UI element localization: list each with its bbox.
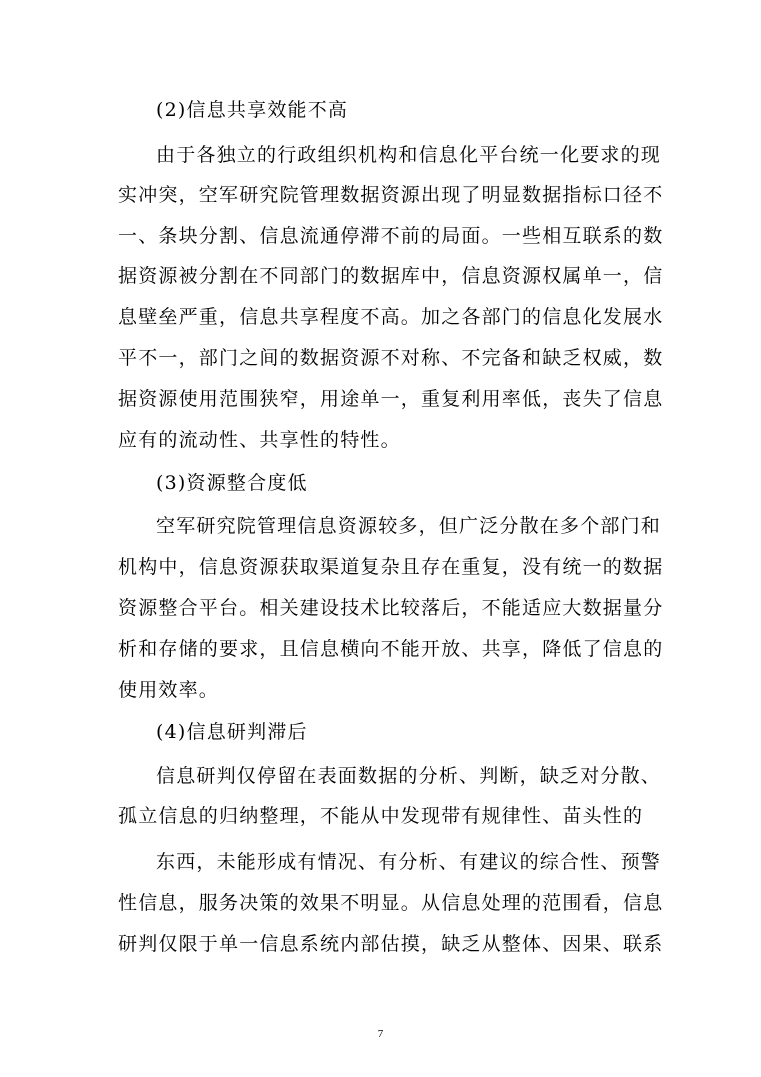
paragraph-line: 性信息，服务决策的效果不明显。从信息处理的范围看，信息 bbox=[118, 892, 664, 914]
paragraph-line: 孤立信息的归纳整理，不能从中发现带有规律性、苗头性的 bbox=[118, 805, 644, 827]
paragraph-line: 息壁垒严重，信息共享程度不高。加之各部门的信息化发展水 bbox=[118, 306, 664, 328]
page-number: 7 bbox=[377, 1028, 384, 1040]
paragraph-line: 研判仅限于单一信息系统内部估摸，缺乏从整体、因果、联系 bbox=[118, 933, 664, 955]
paragraph-line: 信息研判仅停留在表面数据的分析、判断，缺乏对分散、 bbox=[156, 765, 662, 787]
section-heading-3: (3)资源整合度低 bbox=[156, 472, 308, 494]
paragraph-line: 据资源使用范围狭窄，用途单一，重复利用率低，丧失了信息 bbox=[118, 388, 664, 410]
paragraph-line: 据资源被分割在不同部门的数据库中，信息资源权属单一，信 bbox=[118, 265, 664, 287]
paragraph-line: 析和存储的要求，且信息横向不能开放、共享，降低了信息的 bbox=[118, 638, 664, 660]
paragraph-line: 实冲突，空军研究院管理数据资源出现了明显数据指标口径不 bbox=[118, 184, 664, 206]
paragraph-line: 使用效率。 bbox=[118, 679, 220, 701]
paragraph-line: 平不一，部门之间的数据资源不对称、不完备和缺乏权威，数 bbox=[118, 347, 664, 369]
section-heading-4: (4)信息研判滞后 bbox=[156, 721, 308, 743]
paragraph-line: 由于各独立的行政组织机构和信息化平台统一化要求的现 bbox=[156, 144, 662, 166]
paragraph-line: 机构中，信息资源获取渠道复杂且存在重复，没有统一的数据 bbox=[118, 556, 664, 578]
paragraph-line: 空军研究院管理信息资源较多，但广泛分散在多个部门和 bbox=[156, 515, 662, 537]
paragraph-line: 应有的流动性、共享性的特性。 bbox=[118, 429, 401, 451]
paragraph-line: 东西，未能形成有情况、有分析、有建议的综合性、预警 bbox=[156, 851, 662, 873]
section-heading-2: (2)信息共享效能不高 bbox=[156, 99, 349, 121]
paragraph-line: 资源整合平台。相关建设技术比较落后，不能适应大数据量分 bbox=[118, 597, 664, 619]
paragraph-line: 一、条块分割、信息流通停滞不前的局面。一些相互联系的数 bbox=[118, 225, 664, 247]
